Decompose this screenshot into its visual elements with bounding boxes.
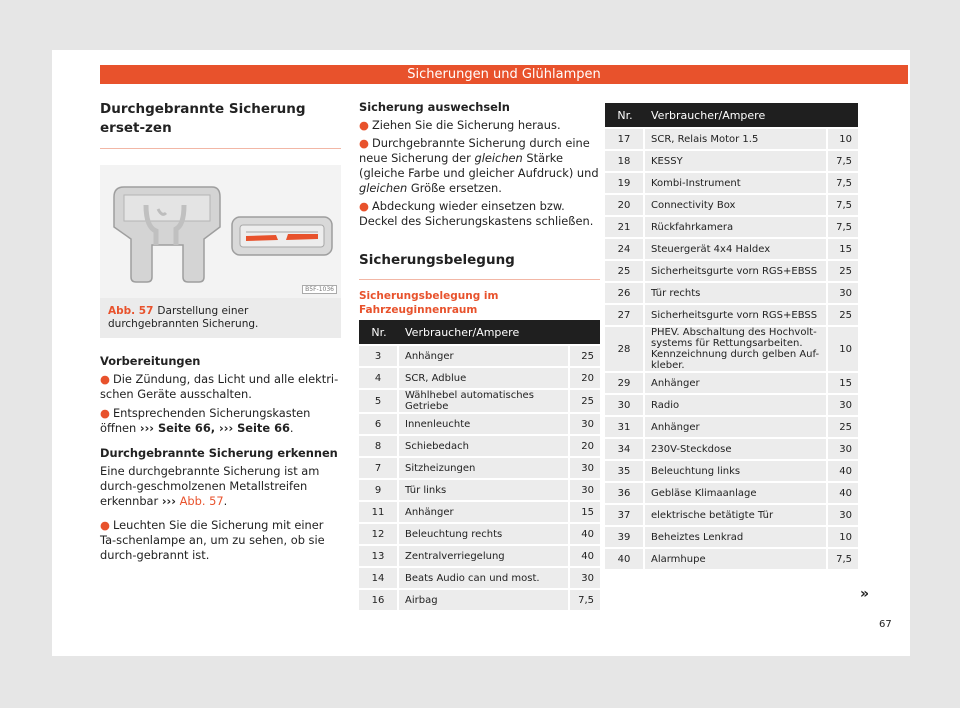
fuse-number: 27 — [605, 305, 645, 325]
fuse-ampere: 30 — [826, 505, 858, 525]
table-row — [605, 195, 858, 215]
fuse-consumer: Gebläse Klimaanlage — [645, 483, 826, 503]
fuse-consumer: Beleuchtung links — [645, 461, 826, 481]
table-row — [359, 546, 600, 566]
heading-replace-fuse: Sicherung auswechseln — [359, 100, 510, 114]
fuse-ampere: 15 — [826, 373, 858, 393]
fuse-number: 39 — [605, 527, 645, 547]
figure-code: B5F-1036 — [302, 285, 337, 294]
fuse-ampere: 7,5 — [568, 590, 600, 610]
fuse-consumer: Tür links — [399, 480, 568, 500]
fuse-number: 31 — [605, 417, 645, 437]
fuse-number: 17 — [605, 129, 645, 149]
fuse-consumer: Sitzheizungen — [399, 458, 568, 478]
table-row — [605, 527, 858, 547]
table-row — [359, 502, 600, 522]
fuse-ampere: 30 — [568, 458, 600, 478]
fuse-consumer: Sicherheitsgurte vorn RGS+EBSS — [645, 261, 826, 281]
figure-blown-fuse — [100, 165, 341, 338]
fuse-number: 12 — [359, 524, 399, 544]
fuse-ampere: 25 — [826, 305, 858, 325]
figure-number: Abb. 57 — [108, 305, 154, 317]
fuse-number: 5 — [359, 390, 399, 412]
fuse-ampere: 40 — [826, 461, 858, 481]
fuse-consumer: Steuergerät 4x4 Haldex — [645, 239, 826, 259]
continue-mark: » — [860, 586, 870, 602]
heading-preparations: Vorbereitungen — [100, 354, 201, 368]
fuse-ampere: 30 — [568, 414, 600, 434]
bullet-replace-fuse — [359, 136, 600, 196]
fuse-ampere: 25 — [568, 390, 600, 412]
table-row — [605, 461, 858, 481]
fuse-ampere: 20 — [568, 368, 600, 388]
fuse-consumer: SCR, Adblue — [399, 368, 568, 388]
page-number: 67 — [879, 619, 892, 630]
punctuation: . — [289, 421, 294, 435]
fuse-consumer: Anhänger — [399, 346, 568, 366]
fuse-number: 21 — [605, 217, 645, 237]
table-row — [605, 505, 858, 525]
fuse-consumer: Kombi-Instrument — [645, 173, 826, 193]
fuse-consumer: Schiebedach — [399, 436, 568, 456]
fuse-ampere: 10 — [826, 129, 858, 149]
table-row — [359, 414, 600, 434]
table-row — [605, 439, 858, 459]
table-row — [359, 346, 600, 366]
table-header-row — [605, 103, 858, 127]
fuse-number: 6 — [359, 414, 399, 434]
bullet-text-b: Stärke (gleiche Farbe und gleicher Aufdruck) und — [359, 151, 599, 180]
fuse-ampere: 15 — [568, 502, 600, 522]
fuse-table-interior — [359, 318, 600, 612]
header-consumer: Verbraucher/Ampere — [645, 103, 858, 127]
table-title: Sicherungsbelegung im Fahrzeuginnenraum — [359, 290, 499, 316]
table-row — [605, 395, 858, 415]
fuse-number: 3 — [359, 346, 399, 366]
bullet-open-fusebox — [100, 406, 341, 436]
fuse-number: 30 — [605, 395, 645, 415]
header-consumer: Verbraucher/Ampere — [399, 320, 600, 344]
table-row — [359, 568, 600, 588]
fuse-ampere: 7,5 — [826, 173, 858, 193]
fuse-number: 18 — [605, 151, 645, 171]
fuse-ampere: 25 — [826, 417, 858, 437]
punctuation: . — [223, 494, 228, 508]
fuse-ampere: 7,5 — [826, 195, 858, 215]
fuse-consumer: Beleuchtung rechts — [399, 524, 568, 544]
fuse-ampere: 40 — [826, 483, 858, 503]
fuse-number: 20 — [605, 195, 645, 215]
table-header-row — [359, 320, 600, 344]
table-row — [359, 368, 600, 388]
fuse-ampere: 30 — [568, 568, 600, 588]
bullet-text-a: Durchgebrannte Sicherung durch eine neue Sicherung der — [359, 136, 590, 165]
detect-text — [100, 464, 341, 509]
table-row — [359, 524, 600, 544]
fuse-table-interior-continued — [605, 101, 858, 571]
fuse-ampere: 40 — [568, 546, 600, 566]
section-title-fuse-assignment: Sicherungsbelegung — [359, 251, 600, 280]
figure-reference-link[interactable]: Abb. 57 — [179, 494, 224, 508]
fuse-number: 8 — [359, 436, 399, 456]
fuse-consumer: PHEV. Abschaltung des Hochvolt-systems für Rettungsarbeiten. Kennzeichnung durch gelben Auf-kleber. — [645, 327, 826, 371]
bullet-icon: ● — [359, 136, 369, 150]
bullet-text: Entsprechenden Sicherungskasten öffnen — [100, 406, 311, 435]
figure-caption — [100, 298, 341, 338]
ref-arrows: ››› — [161, 494, 176, 508]
fuse-consumer: Anhänger — [399, 502, 568, 522]
fuse-ampere: 10 — [826, 327, 858, 371]
table-row — [605, 129, 858, 149]
fuse-number: 11 — [359, 502, 399, 522]
table-row — [605, 305, 858, 325]
fuse-consumer: Tür rechts — [645, 283, 826, 303]
fuse-ampere: 25 — [568, 346, 600, 366]
manual-page — [52, 50, 910, 656]
fuse-number: 26 — [605, 283, 645, 303]
fuse-consumer: Beheiztes Lenkrad — [645, 527, 826, 547]
fuse-number: 13 — [359, 546, 399, 566]
table-row — [359, 590, 600, 610]
bullet-ignition-off — [100, 372, 341, 402]
table-row — [605, 283, 858, 303]
table-row — [605, 261, 858, 281]
fuse-consumer: Connectivity Box — [645, 195, 826, 215]
fuse-number: 14 — [359, 568, 399, 588]
fuse-consumer: Wählhebel automatisches Getriebe — [399, 390, 568, 412]
emphasis-same: gleichen — [359, 181, 408, 195]
bullet-pull-fuse — [359, 118, 600, 133]
chapter-header: Sicherungen und Glühlampen — [100, 65, 908, 84]
fuse-consumer: KESSY — [645, 151, 826, 171]
fuse-ampere: 7,5 — [826, 217, 858, 237]
fuse-number: 34 — [605, 439, 645, 459]
bullet-icon: ● — [100, 406, 110, 420]
fuse-ampere: 7,5 — [826, 549, 858, 569]
heading-detect-blown: Durchgebrannte Sicherung erkennen — [100, 446, 338, 460]
header-nr: Nr. — [359, 320, 399, 344]
fuse-consumer: Rückfahrkamera — [645, 217, 826, 237]
bullet-flashlight — [100, 518, 341, 563]
table-row — [359, 390, 600, 412]
fuse-consumer: Sicherheitsgurte vorn RGS+EBSS — [645, 305, 826, 325]
fuse-consumer: elektrische betätigte Tür — [645, 505, 826, 525]
fuse-consumer: Innenleuchte — [399, 414, 568, 434]
page-reference-link[interactable]: ››› Seite 66, ››› Seite 66 — [139, 421, 290, 435]
column-left — [100, 100, 341, 563]
bullet-icon: ● — [359, 199, 369, 213]
column-right — [605, 101, 858, 571]
fuse-ampere: 25 — [826, 261, 858, 281]
table-row — [359, 480, 600, 500]
fuse-number: 7 — [359, 458, 399, 478]
fuse-ampere: 30 — [826, 439, 858, 459]
fuse-number: 19 — [605, 173, 645, 193]
table-row — [605, 483, 858, 503]
fuse-ampere: 40 — [568, 524, 600, 544]
table-row — [359, 436, 600, 456]
column-middle — [359, 100, 600, 612]
fuse-number: 16 — [359, 590, 399, 610]
replace-block — [359, 100, 600, 229]
emphasis-same: gleichen — [474, 151, 523, 165]
bullet-text: Die Zündung, das Licht und alle elektri-schen Geräte ausschalten. — [100, 372, 339, 401]
fuse-consumer: Zentralverriegelung — [399, 546, 568, 566]
table-row — [605, 173, 858, 193]
table-row — [605, 417, 858, 437]
fuse-consumer: Anhänger — [645, 417, 826, 437]
bullet-close-cover — [359, 199, 600, 229]
fuse-consumer: Radio — [645, 395, 826, 415]
fuse-number: 28 — [605, 327, 645, 371]
fuse-number: 29 — [605, 373, 645, 393]
fuse-number: 24 — [605, 239, 645, 259]
bullet-text: Abdeckung wieder einsetzen bzw. Deckel des Sicherungskastens schließen. — [359, 199, 594, 228]
fuse-number: 37 — [605, 505, 645, 525]
fuse-consumer: Alarmhupe — [645, 549, 826, 569]
table-row — [359, 458, 600, 478]
fuse-number: 9 — [359, 480, 399, 500]
section-title-replace-fuse — [100, 100, 341, 149]
bullet-text: Leuchten Sie die Sicherung mit einer Ta-schenlampe an, um zu sehen, ob sie durch-gebrannt ist. — [100, 518, 325, 562]
section-title-text: Durchgebrannte Sicherung erset-zen — [100, 101, 306, 136]
fuse-consumer: SCR, Relais Motor 1.5 — [645, 129, 826, 149]
fuse-ampere: 10 — [826, 527, 858, 547]
fuse-consumer: Airbag — [399, 590, 568, 610]
header-nr: Nr. — [605, 103, 645, 127]
fuse-ampere: 30 — [568, 480, 600, 500]
fuse-illustration — [100, 165, 341, 298]
fuse-number: 36 — [605, 483, 645, 503]
fuse-ampere: 7,5 — [826, 151, 858, 171]
detect-text-body: Eine durchgebrannte Sicherung ist am durch-geschmolzenen Metallstreifen erkennbar — [100, 464, 320, 508]
bullet-text-c: Größe ersetzen. — [410, 181, 502, 195]
fuse-drawing-icon — [100, 165, 341, 298]
table-row — [605, 217, 858, 237]
table-row — [605, 151, 858, 171]
fuse-ampere: 30 — [826, 395, 858, 415]
table-row — [605, 549, 858, 569]
table-row — [605, 327, 858, 371]
fuse-number: 25 — [605, 261, 645, 281]
fuse-consumer: Anhänger — [645, 373, 826, 393]
fuse-consumer: 230V-Steckdose — [645, 439, 826, 459]
fuse-consumer: Beats Audio can und most. — [399, 568, 568, 588]
bullet-icon: ● — [100, 518, 110, 532]
bullet-icon: ● — [359, 118, 369, 132]
table-row — [605, 373, 858, 393]
figure-caption-text: Darstellung einer durchgebrannten Sicherung. — [108, 305, 259, 330]
fuse-ampere: 15 — [826, 239, 858, 259]
fuse-ampere: 20 — [568, 436, 600, 456]
fuse-number: 35 — [605, 461, 645, 481]
table-row — [605, 239, 858, 259]
bullet-text: Ziehen Sie die Sicherung heraus. — [371, 118, 561, 132]
fuse-number: 40 — [605, 549, 645, 569]
preparations-block — [100, 354, 341, 563]
fuse-ampere: 30 — [826, 283, 858, 303]
fuse-number: 4 — [359, 368, 399, 388]
bullet-icon: ● — [100, 372, 110, 386]
